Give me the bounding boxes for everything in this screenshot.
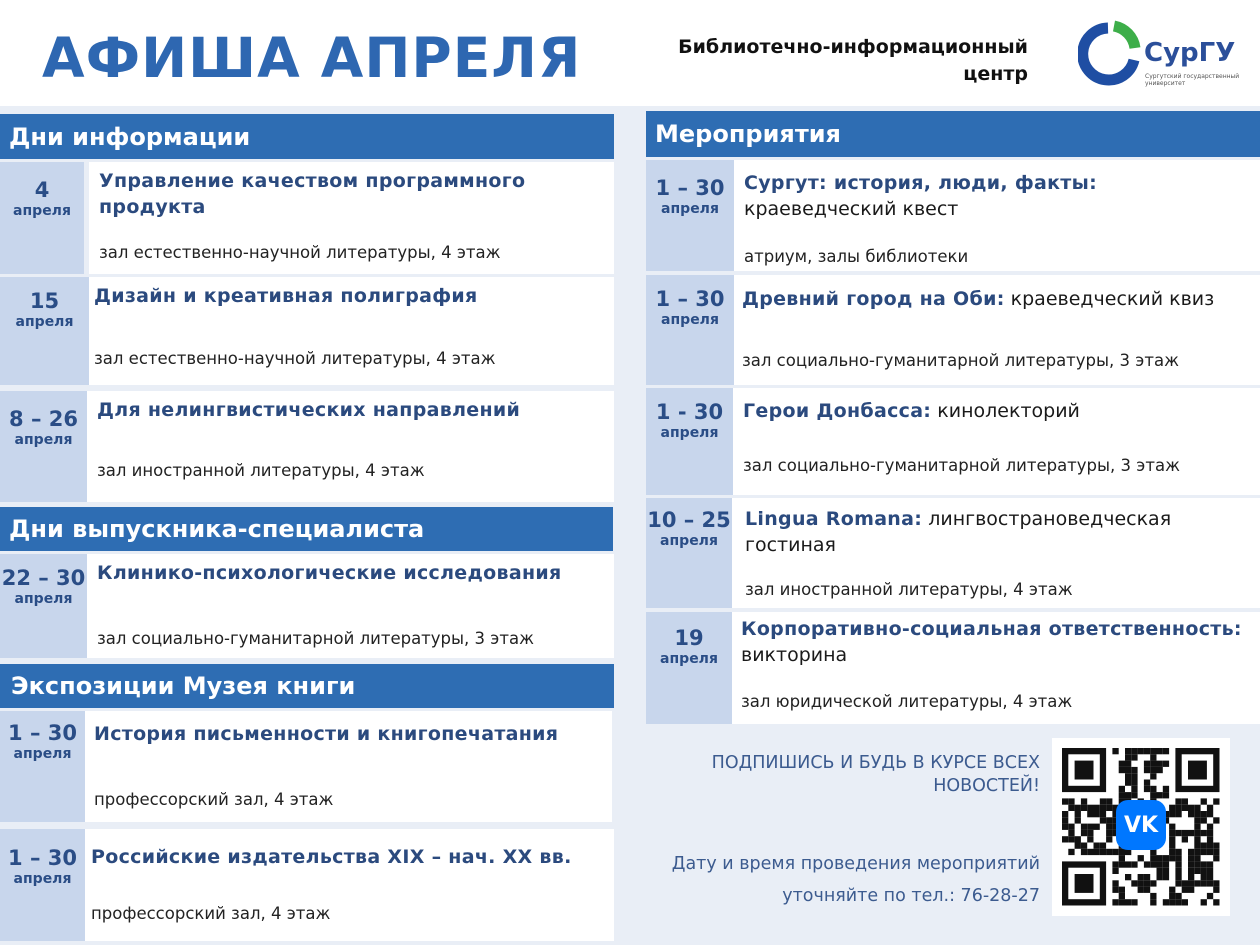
surgu-logo [1078, 16, 1258, 92]
event-card [87, 391, 614, 502]
event-place: зал юридической литературы, 4 этаж [741, 692, 1073, 711]
event-title: Lingua Romana: лингвострановедческая гостиная [745, 508, 1172, 556]
section-header-info-days: Дни информации [0, 114, 614, 159]
event-place: зал естественно-научной литературы, 4 этаж [94, 349, 496, 368]
event-title: Сургут: история, люди, факты: краеведческий квест [744, 172, 1097, 220]
event-date: 4 апреля [0, 162, 84, 274]
event-title: Корпоративно-социальная ответственность: викторина [741, 618, 1242, 666]
organization-name [608, 34, 1028, 88]
event-row [646, 388, 1260, 495]
event-row [0, 391, 614, 502]
event-card [732, 612, 1260, 724]
event-place: зал социально-гуманитарной литературы, 3 этаж [743, 456, 1180, 475]
event-row [0, 277, 614, 385]
vk-icon: VK [1116, 800, 1166, 850]
event-row [0, 829, 614, 941]
event-place: зал естественно-научной литературы, 4 этаж [99, 243, 501, 262]
event-card [732, 498, 1260, 608]
event-date: 15 апреля [0, 277, 89, 385]
event-date: 10 – 25 апреля [646, 498, 732, 608]
event-title: История письменности и книгопечатания [94, 723, 559, 745]
page-title: АФИША АПРЕЛЯ [42, 26, 582, 90]
event-place: зал социально-гуманитарной литературы, 3 этаж [742, 351, 1179, 370]
event-place: зал иностранной литературы, 4 этаж [97, 461, 425, 480]
organization-line-2: центр [963, 63, 1028, 85]
header [0, 0, 1260, 106]
event-date: 1 – 30 апреля [646, 275, 734, 385]
event-date: 1 – 30 апреля [0, 829, 85, 941]
event-row [0, 162, 614, 274]
event-title: Управление качеством программного продукта [99, 170, 526, 218]
event-place: профессорский зал, 4 этаж [91, 904, 331, 923]
event-card [85, 711, 612, 822]
event-row [646, 160, 1260, 271]
event-card [89, 162, 614, 274]
event-row [0, 711, 612, 822]
event-row [646, 275, 1260, 385]
contact-line-1: Дату и время проведения мероприятий [671, 854, 1040, 874]
event-title: Клинико-психологические исследования [97, 562, 562, 584]
event-place: зал иностранной литературы, 4 этаж [745, 580, 1073, 599]
event-place: атриум, залы библиотеки [744, 247, 969, 266]
event-row [646, 612, 1260, 724]
qr-code[interactable] [1052, 738, 1230, 916]
event-card [87, 554, 614, 658]
event-title: Российские издательства XIX – нач. XX вв. [91, 846, 572, 868]
event-card [734, 160, 1260, 271]
contact-line-2: уточняйте по тел.: 76-28-27 [782, 886, 1040, 906]
section-header-book-museum: Экспозиции Музея книги [0, 664, 614, 708]
logo-subtitle: Сургутский государственный университет [1145, 73, 1240, 87]
event-title: Древний город на Оби: краеведческий квиз [742, 288, 1215, 310]
subscribe-text: ПОДПИШИСЬ И БУДЬ В КУРСЕ ВСЕХ НОВОСТЕЙ! [711, 753, 1040, 796]
event-title: Для нелингвистических направлений [97, 399, 521, 421]
contact-text [640, 848, 1040, 912]
event-place: зал социально-гуманитарной литературы, 3 этаж [97, 629, 534, 648]
organization-line-1: Библиотечно-информационный [678, 36, 1028, 58]
event-card [733, 388, 1260, 495]
event-title: Дизайн и креативная полиграфия [94, 285, 478, 307]
event-row [0, 554, 614, 658]
logo-ring-icon [1078, 16, 1142, 92]
event-title: Герои Донбасса: кинолекторий [743, 400, 1080, 422]
event-card [734, 275, 1260, 385]
event-card [85, 829, 614, 941]
section-header-events: Мероприятия [646, 111, 1260, 157]
event-card [89, 277, 614, 385]
event-date: 8 – 26 апреля [0, 391, 87, 502]
event-date: 1 – 30 апреля [0, 711, 85, 822]
event-date: 1 – 30 апреля [646, 160, 734, 271]
event-date: 22 – 30 апреля [0, 554, 87, 658]
event-date: 19 апреля [646, 612, 732, 724]
event-date: 1 - 30 апреля [646, 388, 733, 495]
section-header-graduate-days: Дни выпускника-специалиста [0, 507, 613, 551]
event-row [646, 498, 1260, 608]
logo-name: СурГУ [1144, 38, 1236, 68]
event-place: профессорский зал, 4 этаж [94, 790, 334, 809]
